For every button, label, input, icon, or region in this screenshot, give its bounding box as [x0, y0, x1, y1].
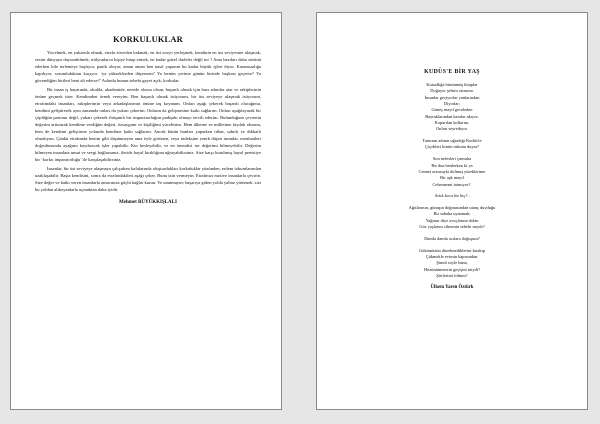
- poem-line: Cehennemi tatmıyor?.: [432, 181, 472, 187]
- poem-line: Hüzünümenizin geçişini miydi?: [423, 266, 481, 272]
- poem-line: Diyorlar;: [443, 101, 461, 107]
- poem-line: Onları seyrediyor.: [436, 126, 468, 132]
- poem-line: Gökümüzün düzelmediklerini bırakıp: [418, 247, 486, 253]
- poem-line: Cennet arzusuyla dolmuş yüreklerime: [418, 168, 486, 174]
- poem-line: Doğuyor şehrin ortasına.: [430, 88, 474, 94]
- poem-line: Bir sabaha uyanmak;: [433, 211, 471, 217]
- poem-line: Bir aşk mayıl: [440, 175, 464, 181]
- poem-body: [343, 82, 561, 279]
- essay-paragraph-1: Yücelmek, en yukarıda olmak, etrafa zirveden bakmak, en üst sosyo yerleşmek, kendinin en üst seviyesine ulaşmak, sesini dünyaya duyurabilmek, milyonlarca kişiye hitap etmek, ne kadar güzel ifadeler değil mi ? Ama bazıları daha sözünü ederken bile terlemeye başlıyor, panik oluyor, aman aman ben nasıl yaparım bu kadar büyük işleri diyor. Karamsarlığa kapılıyor, sorumluluktan kaçıyor. ‘ya yükseklerden düşersem? Ya benim yerime günün birinde başkası geçerse? Ya güvendiğim birileri beni alt ederse?’ Aslında bunun sebebi gayet açık; korkular.: [35, 50, 261, 84]
- poem-line: İnsanlar geçiyorlar yanlarından: [424, 94, 480, 100]
- poem-stanza: [343, 205, 561, 230]
- poem-line: Tanrının adının uğradığı Kudüs'te: [422, 138, 482, 144]
- essay-paragraph-2: Bir insan iş hayatında, okulda, akademide, nerede olursa olsun, başarılı olmak için bazı adımlar atar ve rakiplerinin önüne geçmek ister. Kendimden örnek vereyim. Ben başarılı olmak istiyorum, bir üst seviyeye ulaşmak istiyorum, etrafımdaki insanları, rakiplerimin veya arkadaşlarımın önüne taş koymam. Onları aşağı çekerek başarılı olacağıma, kendimi geliştirerek aynı zamanda onları da yukarı çekerim. Onların da gelişmesine katkı sağlarım. Onları aşağılayarak bir çöplüğün patronu değil, yukarı çekerek ihtişamlı bir imparatorluğun padişahı olmayı tercih ederim. Bulunduğum çevrenin değerini arttırarak kendime verdiğim değeri, özsaygımı ve kişiliğimi yüceltirim. Hem ülkeme ve milletime faydalı olurum, hem de kendimi geliştirme yolunda kendime katkı sağlarım. Ancak bütün bunları yaparken itibar, sabırlı ve dikkatli olmalıyım. Çünkü etrafımda benim gibi düşünmeyen ama öyle görünen, veya indeksine yenik düşen insanlar, menfaatleri doğrultusunda ayağımı kaydıracak işler yapabilir. Kin besleyebilir, ve en önemlisi ise değerimi bilmeyebilir. Değerim bilmeyen insanlara umut ve sevgi bağlarsanız, ileride hayal kırıklığına uğrayabilirsiniz. Size karşı kurulmuş hayal perestiye bir ‘korku imparatorluğu’ ile karşılaşabilirsiniz.: [35, 86, 261, 163]
- poem-line: Şiirlerimi bilmez!: [436, 272, 468, 278]
- essay-title: KORKULUKLAR: [113, 35, 183, 44]
- poem-line: Şimdi söyle bana,: [436, 260, 468, 266]
- poem-stanza: [343, 193, 561, 199]
- poem-line: Son nefesleri çarmıha: [432, 156, 472, 162]
- left-page: [10, 12, 282, 410]
- poem-line: Göz yaşlarını silmenin sebebi mıydı?: [419, 224, 485, 230]
- poem-author: Ülkem Yaren Öztürk: [430, 284, 474, 290]
- poem-line: Damla damla acılara doğuşum?: [424, 235, 480, 241]
- right-page: [316, 12, 588, 410]
- poem-line: Yağmur diye avuçlarına dolan: [425, 217, 479, 223]
- poem-stanza: [343, 138, 561, 151]
- poem-title: KUDÜS'E BİR YAŞ: [424, 69, 480, 75]
- poem-stanza: [343, 156, 561, 188]
- poem-line: Çiçekleri kimin ruhunu duyar?: [424, 144, 479, 150]
- poem-line: Kutsallığa bürünmüş kitaplar: [426, 82, 478, 87]
- poem-stanza: [343, 82, 561, 133]
- poem-stanza: [343, 248, 561, 280]
- poem-line: Artık koca bir hiç?..: [434, 193, 470, 199]
- poem-line: Bir dua benlerken ki ya: [431, 162, 473, 168]
- poem-line: Güneş mayıl geceleden: [431, 107, 473, 113]
- poem-line: Ağıtlarının, günaşın doğmasından utanç duyduğu: [408, 205, 496, 211]
- essay-paragraph-3: İnsanlar, bir üst seviyeye ulaşmaya çalışırken kafalarında oluşturdukları korkuluklar yüzünden, erdem tohumlarından uzaklaşabilir. Başta kendisini, sonra da etrafındakileri aşağı çeker. Bunu izin vermeyin. Etrafınızı motive insanlarla çevirin. Size değer ve katkı veren insanlarla amacınıza güçlü bağlar kurun. Ve unutmayın; başarıya giden yolda yalnız yürümek, sizi bu yoldan alıkoyanlarla uçmaktan daha iyidir.: [35, 165, 261, 192]
- essay-author: Mehmet BÜYÜKKIŞLALI: [119, 199, 177, 205]
- poem-line: Çükmekle evimin kapısından.: [425, 253, 479, 259]
- poem-stanza: [343, 236, 561, 242]
- poem-line: Koparılan kollarını,: [434, 120, 470, 126]
- poem-line: Bayraklarından karalar akıyor,: [425, 113, 479, 119]
